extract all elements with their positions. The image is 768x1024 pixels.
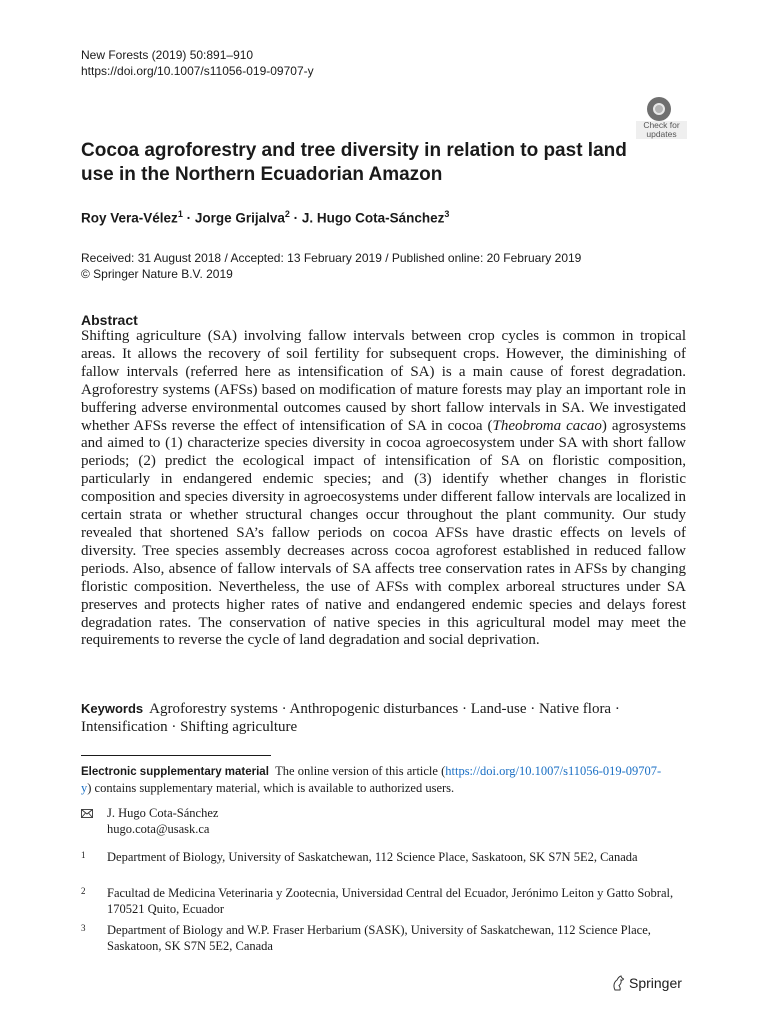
esm-label: Electronic supplementary material [81,766,269,778]
species-name: Theobroma cacao [492,417,602,434]
envelope-icon [81,809,93,818]
abstract-body [81,328,686,650]
footnote-divider [81,755,271,756]
publisher-name: Springer [629,975,682,991]
affiliation-number: 2 [81,886,86,896]
esm-link[interactable]: https://doi.org/10.1007/s11056-019-09707-y [81,764,662,795]
publisher-logo [611,975,682,991]
check-for-updates-icon [647,97,671,121]
affiliation [81,850,681,866]
author-affiliation-mark: 2 [284,209,290,219]
abstract-heading: Abstract [81,312,138,328]
keywords [81,700,686,737]
affiliation-number: 3 [81,923,86,933]
abstract-text: Shifting agriculture (SA) involving fallow intervals between crop cycles is common in tropical areas. It allows the recovery of soil fertility for subsequent crops. However, the diminishing of fallow intervals (referred here as intensification of SA) is a main cause of forest degradation. Agroforestry systems (AFSs) based on modification of mature forests may play an important role in buffering adverse environmental outcomes caused by short fallow intervals in SA. We investigated whether AFSs reverse the effect of intensification of SA in cocoa ( [81,328,686,434]
paper-title: Cocoa agroforestry and tree diversity in relation to past land use in the Northern Ecuadorian Amazon [81,140,627,185]
supplementary-note [81,763,671,796]
journal-citation: New Forests (2019) 50:891–910 [81,48,254,62]
affiliation-number: 1 [81,850,86,860]
affiliation [81,923,681,954]
dates-line: Received: 31 August 2018 / Accepted: 13 February 2019 / Published online: 20 February 2019 [81,251,582,265]
affiliation-text: Facultad de Medicina Veterinaria y Zootecnia, Universidad Central del Ecuador, Jerónimo Leiton y Gatto Sobral, 170521 Quito, Ecuador [107,886,674,916]
check-for-updates-badge[interactable] [636,97,687,142]
journal-header [81,47,314,79]
badge-line-1: Check for [643,120,680,130]
author-name: Roy Vera-Vélez [81,210,178,226]
keywords-label: Keywords [81,701,144,716]
author-separator: · [182,210,195,226]
author-affiliation-mark: 3 [444,209,450,219]
springer-horse-icon [611,975,625,991]
abstract-text: ) agrosystems and aimed to (1) characterize species diversity in cocoa agroecosystem under SA with short fallow periods; (2) predict the ecological impact of intensification of SA on floristic composition, particularly in endangered endemic species; and (3) identify whether changes in floristic composition and species diversity in agroecosystems under different fallow intervals are localized in certain strata or whether structural changes occur throughout the plant community. Our study revealed that shortened SA’s fallow periods on cocoa AFSs have drastic effects on levels of diversity. Tree species assembly decreases across cocoa agroforest established in reduced fallow periods. Also, absence of fallow intervals of SA affects tree conservation rates in AFSs by changing floristic composition. Nevertheless, the use of AFSs with complex arboreal structures under SA preserves and protects higher rates of native and endangered endemic species and delays forest degradation rates. The conservation of native species in this agricultural model may meet the requirements to reverse the cycle of land degradation and social deprivation. [81,417,686,649]
author-list [81,209,449,226]
correspondence [81,806,218,837]
badge-line-2: updates [646,129,677,139]
copyright-line: © Springer Nature B.V. 2019 [81,267,233,281]
publication-dates [81,250,581,282]
affiliation [81,886,681,917]
author-name: Jorge Grijalva [194,210,285,226]
esm-text: The online version of this article ( [275,764,446,778]
author-name: J. Hugo Cota-Sánchez [301,210,445,226]
affiliation-text: Department of Biology and W.P. Fraser Herbarium (SASK), University of Saskatchewan, 112 Science Place, Saskatoon, SK S7N 5E2, Canada [107,923,651,953]
journal-doi[interactable]: https://doi.org/10.1007/s11056-019-09707-y [81,64,314,78]
badge-label [636,121,687,139]
author-separator: · [289,210,302,226]
keywords-text: Agroforestry systems · Anthropogenic disturbances · Land-use · Native flora · Intensification · Shifting agriculture [81,701,620,735]
esm-text: ) contains supplementary material, which is available to authorized users. [87,781,455,795]
corresponding-author-name: J. Hugo Cota-Sánchez [107,806,219,820]
corresponding-author-email[interactable]: hugo.cota@usask.ca [107,821,210,836]
author-affiliation-mark: 1 [177,209,183,219]
affiliation-text: Department of Biology, University of Saskatchewan, 112 Science Place, Saskatoon, SK S7N 5E2, Canada [107,850,638,864]
